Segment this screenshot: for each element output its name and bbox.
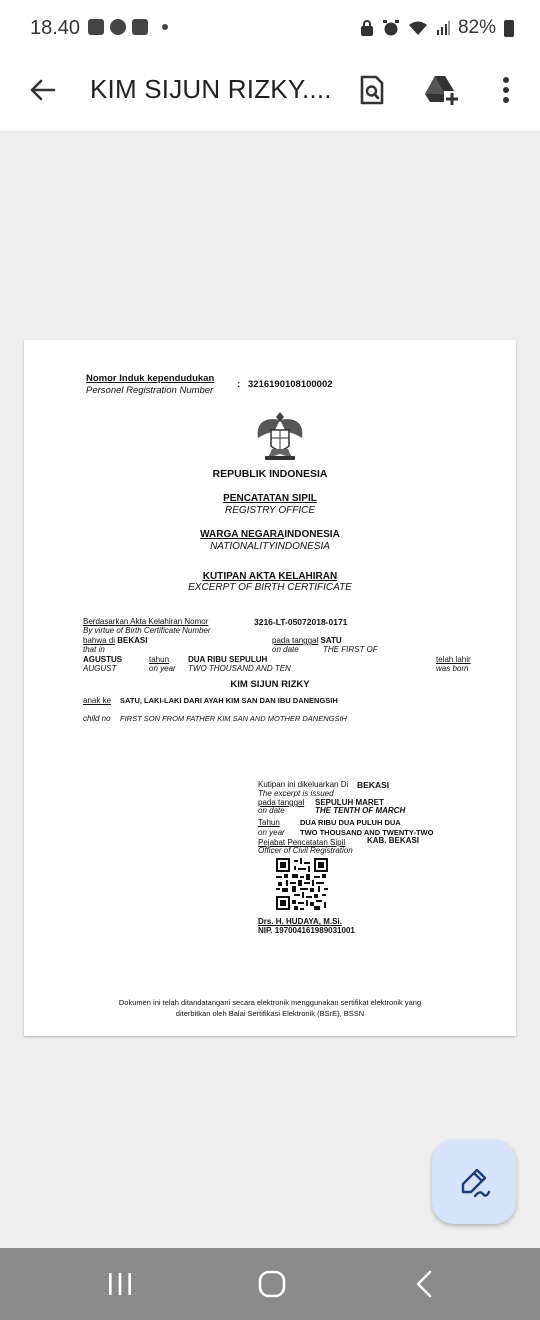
year-label: tahun [149, 655, 170, 664]
issued-year-value-en: TWO THOUSAND AND TWENTY-TWO [300, 828, 434, 837]
cert-number: 3216-LT-05072018-0171 [254, 617, 348, 627]
chevron-left-icon [415, 1270, 433, 1298]
excerpt-title-en: EXCERPT OF BIRTH CERTIFICATE [188, 582, 352, 593]
lock-icon [360, 20, 374, 36]
more-vert-icon [502, 76, 510, 104]
birth-day-en: THE FIRST OF [323, 645, 378, 654]
issued-label-en: The excerpt is issued [258, 789, 334, 798]
issued-on-label: pada tanggal [258, 798, 305, 807]
nik-label-en: Personel Registration Number [86, 385, 214, 396]
issued-year-label: Tahun [258, 818, 280, 827]
birth-month-en: AUGUST [83, 664, 117, 673]
arrow-left-icon [28, 78, 56, 102]
footer-line-1: Dokumen ini telah ditandatangani secara elektronik menggunakan sertifikat elektronik yang [118, 998, 422, 1007]
nationality-value: INDONESIA [284, 529, 340, 540]
born-label-en: was born [436, 664, 469, 673]
app-bar [0, 58, 540, 132]
shopping-bag-icon [132, 19, 148, 35]
office-name: PENCATATAN SIPIL [223, 493, 317, 504]
footer-line-2: diterbitkan oleh Balai Sertifikasi Elektronik (BSrE), BSSN [175, 1009, 365, 1018]
drive-add-icon [424, 74, 460, 106]
recent-apps-button[interactable] [100, 1268, 140, 1300]
issued-label: Kutipan ini dikeluarkan Di [258, 780, 349, 789]
garuda-emblem-icon [254, 408, 306, 462]
child-no-value-en: FIRST SON FROM FATHER KIM SAN AND MOTHER DANENGSIH [120, 714, 347, 723]
document-page [24, 340, 516, 1036]
nik-value: 3216190108100002 [248, 379, 333, 390]
issued-on-label-en: on date [258, 806, 285, 815]
birth-year: DUA RIBU SEPULUH [188, 655, 268, 664]
wifi-icon [408, 20, 428, 36]
issued-year-value: DUA RIBU DUA PULUH DUA [300, 818, 401, 827]
official-nip: NIP. 197004161989031001 [258, 926, 355, 935]
born-label: telah lahir [436, 655, 471, 664]
issued-on-value-en: THE TENTH OF MARCH [315, 806, 406, 815]
issued-place: BEKASI [357, 780, 390, 790]
birth-day: SATU [320, 636, 342, 645]
document-search-icon [359, 75, 385, 105]
issued-on-value: SEPULUH MARET [315, 798, 384, 807]
excerpt-title: KUTIPAN AKTA KELAHIRAN [202, 571, 338, 582]
battery-icon [504, 20, 514, 37]
office-name-en: REGISTRY OFFICE [224, 505, 315, 516]
child-no-label: anak ke [83, 696, 112, 705]
shopping-bag-icon [88, 19, 104, 35]
status-bar [0, 0, 540, 58]
on-date-label: pada tanggal [272, 636, 319, 645]
that-in-row [83, 637, 148, 645]
add-to-drive-button[interactable] [424, 72, 460, 108]
notification-icons [88, 19, 168, 35]
birth-place: BEKASI [117, 636, 148, 645]
navigation-bar [0, 1248, 540, 1320]
officer-label-en: Officer of Civil Registration [258, 846, 353, 855]
country-name: REPUBLIK INDONESIA [212, 468, 328, 480]
based-on-label-en: By virtue of Birth Certificate Number [83, 626, 211, 635]
nationality-value-en: INDONESIA [274, 541, 330, 552]
system-icons [360, 17, 514, 39]
back-button[interactable] [22, 74, 62, 106]
notification-dot-icon [162, 24, 168, 30]
home-icon [258, 1270, 286, 1298]
nationality-row-en [24, 542, 516, 552]
signal-icon [436, 21, 450, 35]
more-options-button[interactable] [488, 72, 524, 108]
edit-fab-button[interactable] [432, 1140, 516, 1224]
birth-month: AGUSTUS [83, 655, 123, 664]
edit-pen-icon [457, 1165, 491, 1199]
child-no-value: SATU, LAKI-LAKI DARI AYAH KIM SAN DAN IBU DANENGSIH [120, 696, 338, 705]
official-name: Drs. H. HUDAYA, M.Si. [258, 917, 342, 926]
qr-code-icon [276, 858, 328, 910]
year-label-en: on year [149, 664, 176, 673]
that-in-label-en: that in [83, 645, 105, 654]
officer-place: KAB. BEKASI [367, 836, 420, 845]
child-no-label-en: child no [83, 714, 111, 723]
based-on-label: Berdasarkan Akta Kelahiran Nomor [83, 617, 209, 626]
recent-apps-icon [107, 1272, 133, 1296]
that-in-label: bahwa di [83, 636, 116, 645]
nationality-row [24, 530, 516, 540]
officer-label: Pejabat Pencatatan Sipil [258, 838, 346, 847]
issued-year-label-en: on year [258, 828, 285, 837]
nationality-label: WARGA NEGARA [200, 529, 285, 540]
document-title: KIM SIJUN RIZKY.... [90, 74, 332, 104]
status-time: 18.40 [30, 17, 81, 39]
account-icon [110, 19, 126, 35]
nationality-label-en: NATIONALITY [210, 541, 275, 552]
on-date-row [272, 637, 342, 645]
on-date-label-en: on date [272, 645, 299, 654]
nik-label: Nomor Induk kependudukan [86, 373, 215, 384]
alarm-icon [382, 19, 400, 37]
nav-back-button[interactable] [404, 1268, 444, 1300]
nik-colon: : [237, 379, 241, 390]
home-button[interactable] [252, 1268, 292, 1300]
find-in-document-button[interactable] [354, 72, 390, 108]
child-name: KIM SIJUN RIZKY [230, 679, 310, 690]
battery-percent: 82% [457, 17, 496, 38]
birth-year-en: TWO THOUSAND AND TEN [188, 664, 291, 673]
